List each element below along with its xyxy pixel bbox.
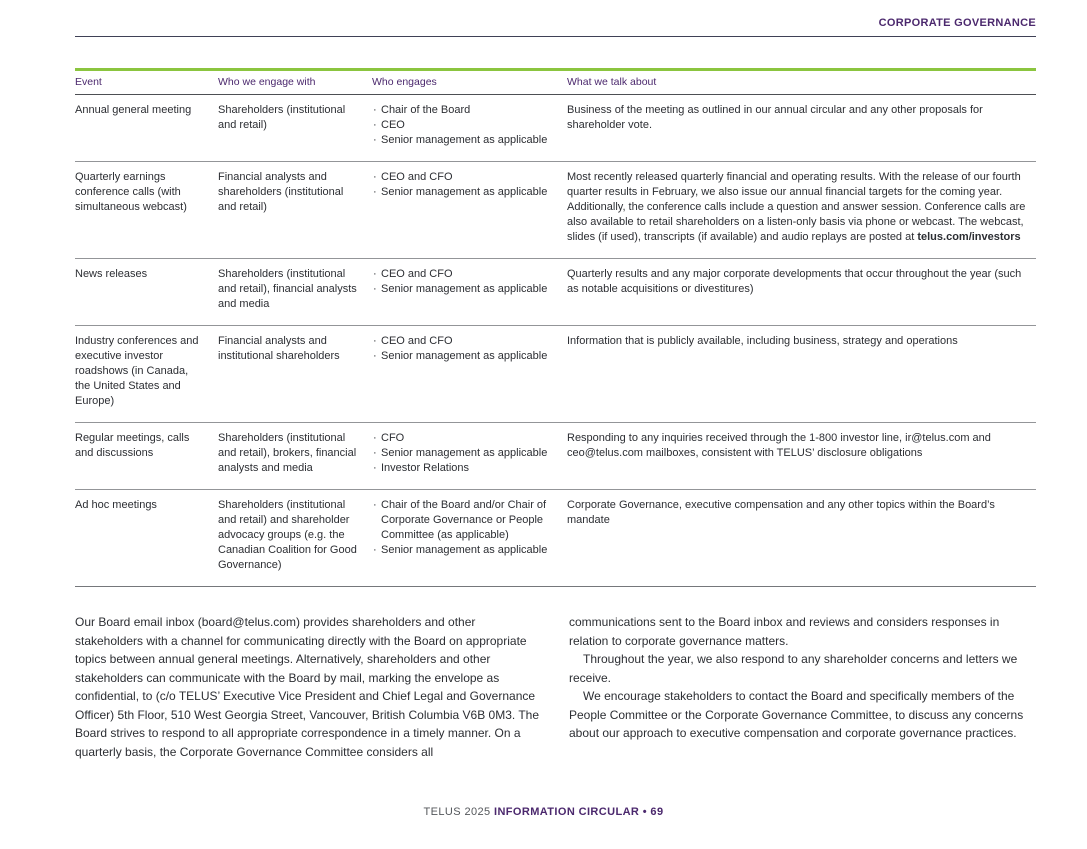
cell-what-we-talk-about [567,498,1036,573]
table-row-regular-meetings [75,423,1036,490]
page-footer [0,806,1087,818]
paragraph: Our Board email inbox (board@telus.com) provides shareholders and other stakeholders with a channel for communicating directly with the Board on appropriate topics between annual general meetings. Alternatively, shareholders and other stakeholders can communicate with the Board by mail, marking the envelope as confidential, to (c/o TELUS’ Executive Vice President and Chief Legal and Governance Officer) 5th Floor, 510 West Georgia Street, Vancouver, British Columbia V6B 0M3. The Board strives to respond to all appropriate correspondence in a timely manner. On a quarterly basis, the Corporate Governance Committee considers all [75,615,539,759]
cell-who-we-engage-with: Shareholders (institutional and retail) [218,104,346,131]
paragraph: communications sent to the Board inbox and reviews and considers responses in relation to corporate governance matters. [569,615,1000,648]
table-row-ad-hoc-meetings [75,490,1036,587]
cell-event: Quarterly earnings conference calls (with simultaneous webcast) [75,171,187,213]
table-row-annual-general-meeting [75,95,1036,162]
list-item: · Investor Relations [372,461,553,476]
table-row-industry-conferences [75,326,1036,423]
cell-who-we-engage-with: Financial analysts and shareholders (institutional and retail) [218,171,344,213]
header-rule [75,36,1036,37]
cell-event: News releases [75,268,148,280]
list-item: · CEO [372,118,553,133]
cell-text: Most recently released quarterly financial and operating results. With the release of our fourth quarter results in February, we also issue our annual financial targets for the coming year. Additionally, the conference calls include a question and answer session. Conference calls are also available to retail shareholders on a listen-only basis via phone or webcast. The webcast, slides (if used), transcripts (if available) and audio replays are posted at [567,171,1026,243]
who-engages-list [372,334,553,364]
page-header [75,0,1036,29]
cell-who-engages [372,103,567,148]
cell-who-we-engage-with: Shareholders (institutional and retail) and shareholder advocacy groups (e.g. the Canadian Coalition for Good Governance) [218,499,357,571]
cell-text: Quarterly results and any major corporate developments that occur throughout the year (such as notable acquisitions or divestitures) [567,268,1022,295]
engagement-table [75,68,1036,587]
column-header-what-we-talk-about: What we talk about [567,76,657,88]
cell-who-we-engage-with: Shareholders (institutional and retail), brokers, financial analysts and media [218,432,357,474]
cell-what-we-talk-about [567,334,1036,409]
list-item: · Senior management as applicable [372,185,553,200]
column-header-who-engages: Who engages [372,76,437,88]
footer-doc-title: TELUS 2025 [423,806,494,818]
list-item: · CEO and CFO [372,267,553,282]
table-row-news-releases [75,259,1036,326]
link-telus-investors[interactable]: telus.com/investors [917,231,1021,243]
list-item: · Chair of the Board [372,103,553,118]
cell-text: Business of the meeting as outlined in our annual circular and any other proposals for shareholder vote. [567,104,983,131]
list-item: · CFO [372,431,553,446]
cell-event: Industry conferences and executive investor roadshows (in Canada, the United States and Europe) [75,335,199,407]
cell-text: Responding to any inquiries received through the 1-800 investor line, ir@telus.com and ceo@telus.com mailboxes, consistent with TELUS’ disclosure obligations [567,432,991,459]
cell-event: Annual general meeting [75,104,192,116]
table-row-quarterly-earnings-calls [75,162,1036,259]
list-item: · Senior management as applicable [372,349,553,364]
section-title: CORPORATE GOVERNANCE [878,17,1036,29]
body-column-right [569,613,1036,761]
paragraph: Throughout the year, we also respond to any shareholder concerns and letters we receive. [569,652,1018,685]
who-engages-list [372,267,553,297]
list-item: · Senior management as applicable [372,446,553,461]
column-header-event: Event [75,76,102,88]
who-engages-list [372,170,553,200]
cell-who-engages [372,498,567,573]
cell-who-we-engage-with: Shareholders (institutional and retail), financial analysts and media [218,268,357,310]
list-item: · Senior management as applicable [372,133,553,148]
paragraph: We encourage stakeholders to contact the Board and specifically members of the People Committee or the Corporate Governance Committee, to discuss any concerns about our approach to executive compensation and corporate governance practices. [569,689,1024,740]
who-engages-list [372,431,553,476]
cell-what-we-talk-about [567,267,1036,312]
body-column-left [75,613,542,761]
cell-what-we-talk-about [567,103,1036,148]
cell-what-we-talk-about [567,431,1036,476]
cell-who-engages [372,267,567,312]
list-item: · Chair of the Board and/or Chair of Corporate Governance or People Committee (as applicable) [372,498,553,543]
cell-who-engages [372,170,567,245]
who-engages-list [372,103,553,148]
cell-who-engages [372,334,567,409]
cell-event: Ad hoc meetings [75,499,157,511]
cell-what-we-talk-about [567,170,1036,245]
cell-who-engages [372,431,567,476]
cell-who-we-engage-with: Financial analysts and institutional shareholders [218,335,340,362]
footer-page-number: INFORMATION CIRCULAR • 69 [493,806,664,818]
list-item: · CEO and CFO [372,170,553,185]
body-text [75,613,1036,761]
table-header-row [75,71,1036,95]
column-header-who-we-engage-with: Who we engage with [218,76,316,88]
cell-event: Regular meetings, calls and discussions [75,432,190,459]
who-engages-list [372,498,553,558]
cell-text: Corporate Governance, executive compensation and any other topics within the Board’s mandate [567,499,995,526]
list-item: · CEO and CFO [372,334,553,349]
cell-text: Information that is publicly available, including business, strategy and operations [567,335,958,347]
list-item: · Senior management as applicable [372,282,553,297]
list-item: · Senior management as applicable [372,543,553,558]
